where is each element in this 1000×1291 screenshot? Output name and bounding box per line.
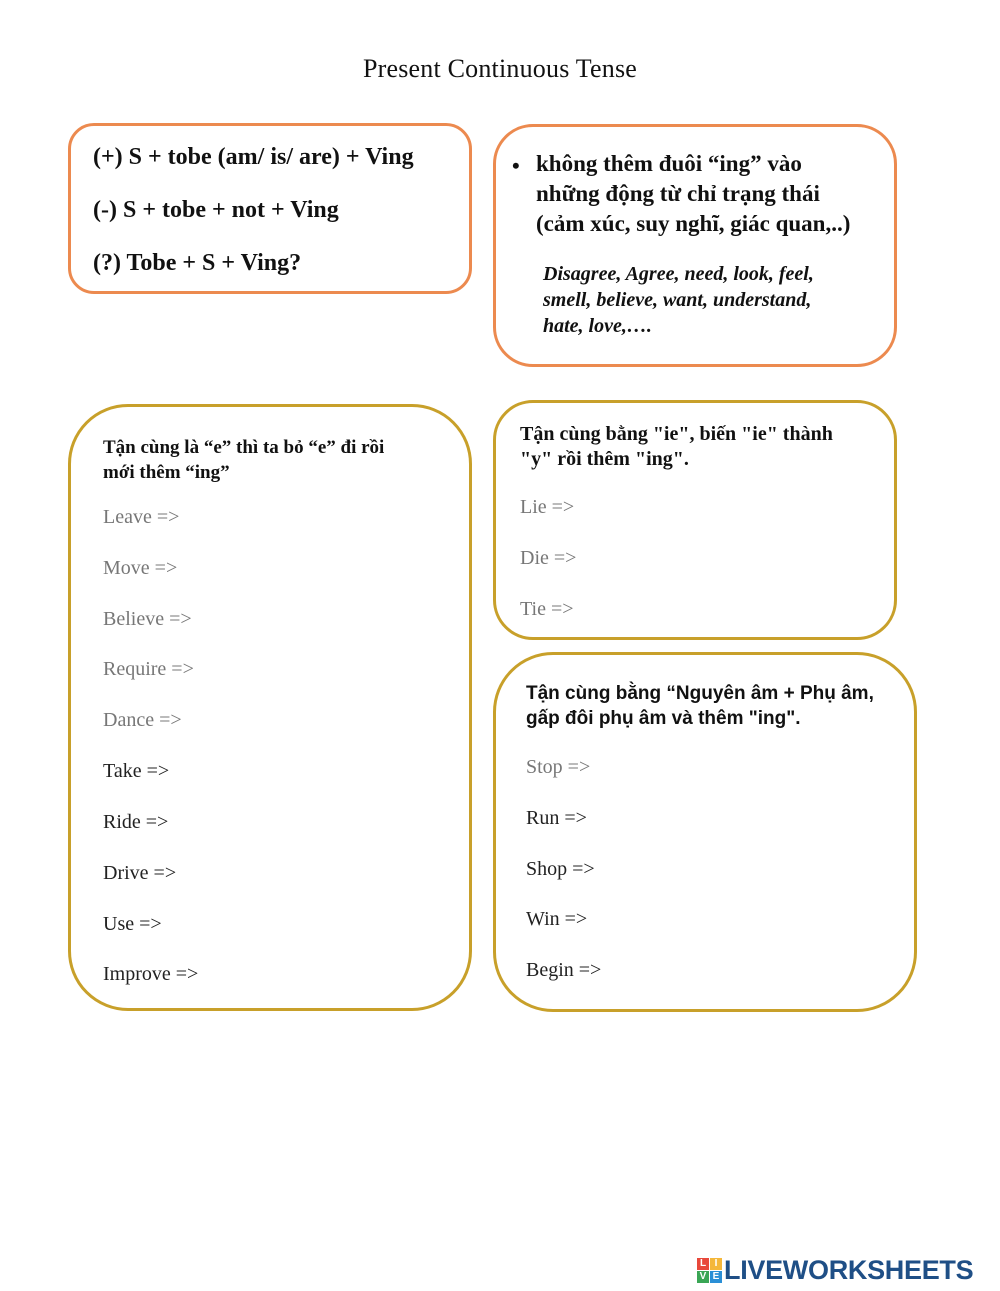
stative-example-line: hate, love,….	[543, 315, 652, 337]
rule-heading-line: gấp đôi phụ âm và thêm "ing".	[526, 708, 801, 729]
logo-mark-letter: I	[710, 1258, 722, 1270]
exercise-word: Dance =>	[103, 709, 182, 731]
logo-mark-letter: V	[697, 1271, 709, 1283]
exercise-word: Run =>	[526, 807, 587, 829]
exercise-word: Tie =>	[520, 598, 574, 620]
exercise-word: Move =>	[103, 557, 178, 579]
rule-heading-line: "y" rồi thêm "ing".	[520, 448, 689, 470]
formula-question: (?) Tobe + S + Ving?	[93, 250, 302, 276]
logo-text: LIVEWORKSHEETS	[724, 1254, 974, 1285]
exercise-word: Drive =>	[103, 862, 177, 884]
stative-verbs-box	[493, 124, 897, 367]
rule-heading-line: Tận cùng bằng “Nguyên âm + Phụ âm,	[526, 683, 874, 704]
formula-affirmative: (+) S + tobe (am/ is/ are) + Ving	[93, 144, 414, 170]
exercise-word: Take =>	[103, 760, 170, 782]
exercise-word: Stop =>	[526, 756, 591, 778]
logo-mark-letter: E	[710, 1271, 722, 1283]
logo-mark-letter: L	[697, 1258, 709, 1270]
formula-box	[68, 123, 472, 294]
liveworksheets-logo	[697, 1256, 973, 1284]
rule-e-heading	[103, 435, 433, 485]
formula-negative: (-) S + tobe + not + Ving	[93, 197, 339, 223]
stative-note-line: (cảm xúc, suy nghĩ, giác quan,..)	[536, 211, 851, 236]
stative-note-line: những động từ chỉ trạng thái	[536, 181, 820, 206]
rule-double-heading	[526, 681, 906, 731]
rule-heading-line: Tận cùng là “e” thì ta bỏ “e” đi rồi	[103, 437, 385, 458]
exercise-word: Use =>	[103, 913, 162, 935]
page-title: Present Continuous Tense	[362, 54, 638, 83]
rule-double-box	[493, 652, 917, 1012]
exercise-word: Ride =>	[103, 811, 169, 833]
stative-note	[536, 149, 888, 239]
exercise-word: Leave =>	[103, 506, 180, 528]
exercise-word: Lie =>	[520, 496, 575, 518]
logo-mark-icon	[697, 1258, 722, 1283]
exercise-word: Win =>	[526, 908, 588, 930]
rule-ie-box	[493, 400, 897, 640]
rule-e-box	[68, 404, 472, 1011]
stative-examples	[543, 261, 883, 339]
exercise-word: Begin =>	[526, 959, 602, 981]
rule-heading-line: Tận cùng bằng "ie", biến "ie" thành	[520, 423, 833, 445]
exercise-word: Believe =>	[103, 608, 192, 630]
stative-example-line: smell, believe, want, understand,	[543, 289, 812, 311]
exercise-word: Die =>	[520, 547, 577, 569]
rule-ie-heading	[520, 422, 880, 472]
rule-heading-line: mới thêm “ing”	[103, 462, 230, 483]
stative-example-line: Disagree, Agree, need, look, feel,	[543, 263, 814, 285]
exercise-word: Improve =>	[103, 963, 199, 985]
exercise-word: Shop =>	[526, 858, 595, 880]
stative-note-line: không thêm đuôi “ing” vào	[536, 151, 802, 176]
exercise-word: Require =>	[103, 658, 194, 680]
bullet-icon: •	[512, 153, 520, 178]
